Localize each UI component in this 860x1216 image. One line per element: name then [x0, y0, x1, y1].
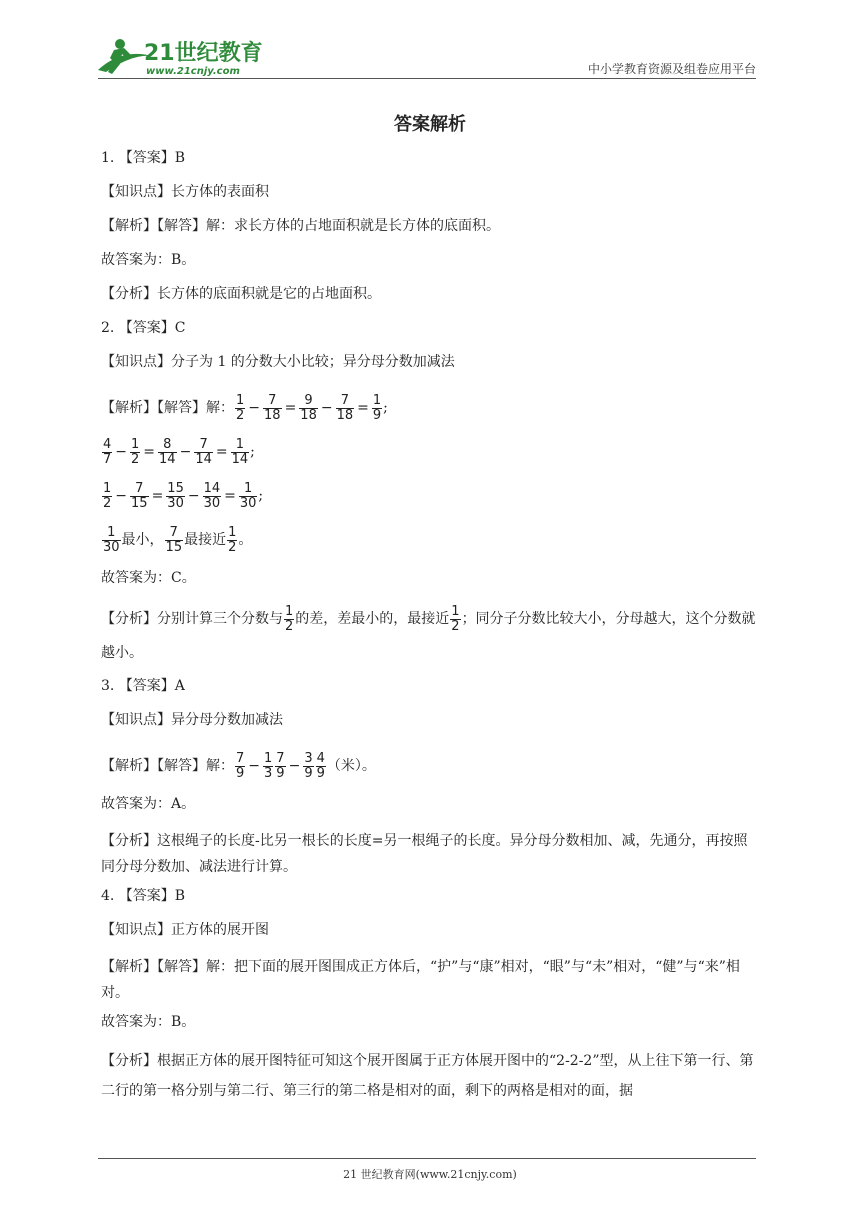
header-divider [98, 78, 756, 79]
q3-answer: 3. 【答案】A [101, 678, 185, 694]
runner-logo-icon [92, 34, 262, 78]
fraction: $\frac{7}{18}$ [336, 392, 354, 423]
logo [92, 34, 262, 78]
fraction: $\frac{3}{9}$ [304, 750, 313, 781]
q1-analysis: 【解析】【解答】解：求长方体的占地面积就是长方体的底面积。 [101, 218, 500, 234]
fraction: $\frac{1}{3}$ [264, 750, 273, 781]
q4-analysis: 【解析】【解答】解：把下面的展开图围成正方体后，“护”与“康”相对，“眼”与“未”相对，“健”与“来”相对。 [101, 959, 740, 1001]
fraction: $\frac{4}{9}$ [316, 750, 325, 781]
fraction: $\frac{1}{2}$ [285, 603, 294, 634]
fraction: $\frac{15}{30}$ [167, 480, 184, 511]
q2-conclusion: 故答案为：C。 [101, 570, 196, 586]
platform-name: 中小学教育资源及组卷应用平台 [587, 62, 756, 76]
fraction: $\frac{7}{15}$ [131, 480, 148, 511]
logo-sub-text: www.21cnjy.com [146, 66, 240, 77]
fraction: $\frac{8}{14}$ [159, 436, 176, 467]
q2-equation-3: $\frac{1}{2}$ − $\frac{7}{15}$ = $\frac{15}{30}$ − $\frac{14}{30}$ = $\frac{1}{30}$ ; [103, 480, 264, 511]
fraction: $\frac{1}{30}$ [239, 480, 257, 511]
q1-conclusion: 故答案为：B。 [101, 252, 196, 268]
q4-conclusion: 故答案为：B。 [101, 1014, 196, 1030]
q3-comment: 【分析】这根绳子的长度-比另一根长的长度=另一根绳子的长度。异分母分数相加、减，先通分，再按照同分母分数加、减法进行计算。 [101, 833, 748, 875]
q2-analysis-prefix: 【解析】【解答】解： [101, 400, 234, 416]
q2-equation-2: $\frac{4}{7}$ − $\frac{1}{2}$ = $\frac{8}{14}$ − $\frac{7}{14}$ = $\frac{1}{14}$ ; [103, 436, 255, 467]
fraction: $\frac{7}{14}$ [195, 436, 212, 467]
q2-equation-1: 【解析】【解答】解： $\frac{1}{2}$ − $\frac{7}{18}$ = $\frac{9}{18}$ − $\frac{7}{18}$ = $\frac{1}{9}$ ; [101, 392, 388, 423]
q3-knowledge: 【知识点】异分母分数加减法 [101, 712, 283, 728]
fraction: $\frac{7}{9}$ [276, 750, 285, 781]
q2-comment: 【分析】分别计算三个分数与 $\frac{1}{2}$ 的差，差最小的，最接近 $\frac{1}{2}$ ；同分子分数比较大小，分母越大，这个分数就越小。 [101, 603, 756, 661]
page-title: 答案解析 [394, 114, 466, 135]
fraction: $\frac{4}{7}$ [103, 436, 112, 467]
q1-comment: 【分析】长方体的底面积就是它的占地面积。 [101, 286, 381, 302]
q2-answer: 2. 【答案】C [101, 320, 186, 336]
q4-answer: 4. 【答案】B [101, 888, 186, 904]
answer-content [101, 148, 761, 1112]
fraction: $\frac{1}{30}$ [103, 524, 120, 555]
fraction: $\frac{1}{2}$ [451, 603, 460, 634]
fraction: $\frac{1}{9}$ [372, 392, 382, 423]
footer-divider [98, 1158, 756, 1159]
q1-answer: 1. 【答案】B [101, 150, 186, 166]
fraction: $\frac{7}{9}$ [236, 750, 245, 781]
fraction: $\frac{1}{14}$ [231, 436, 249, 467]
q3-equation: 【解析】【解答】解： $\frac{7}{9}$ − $\frac{1}{3}$ $\frac{7}{9}$ − $\frac{3}{9}$ $\frac{4}{9}$ （米）。 [101, 750, 376, 781]
q3-conclusion: 故答案为：A。 [101, 796, 196, 812]
fraction: $\frac{7}{15}$ [165, 524, 183, 555]
fraction: $\frac{1}{2}$ [131, 436, 140, 467]
page-header [0, 0, 860, 90]
q2-knowledge: 【知识点】分子为 1 的分数大小比较；异分母分数加减法 [101, 354, 455, 370]
footer-text: 21 世纪教育网(www.21cnjy.com) [343, 1168, 517, 1181]
fraction: $\frac{7}{18}$ [264, 392, 281, 423]
q2-summary: $\frac{1}{30}$ 最小， $\frac{7}{15}$ 最接近 $\frac{1}{2}$ 。 [103, 524, 253, 555]
fraction: $\frac{1}{2}$ [228, 524, 237, 555]
logo-main-text: 21世纪教育 [144, 41, 262, 66]
q4-comment: 【分析】根据正方体的展开图特征可知这个展开图属于正方体展开图中的“2-2-2”型，从上往下第一行、第二行的第一格分别与第二行、第三行的第二格是相对的面，剩下的两格是相对的面，据 [101, 1053, 754, 1099]
fraction: $\frac{1}{2}$ [103, 480, 112, 511]
fraction: $\frac{9}{18}$ [300, 392, 317, 423]
q4-knowledge: 【知识点】正方体的展开图 [101, 922, 269, 938]
q1-knowledge: 【知识点】长方体的表面积 [101, 184, 269, 200]
fraction: $\frac{1}{2}$ [236, 392, 245, 423]
fraction: $\frac{14}{30}$ [203, 480, 221, 511]
